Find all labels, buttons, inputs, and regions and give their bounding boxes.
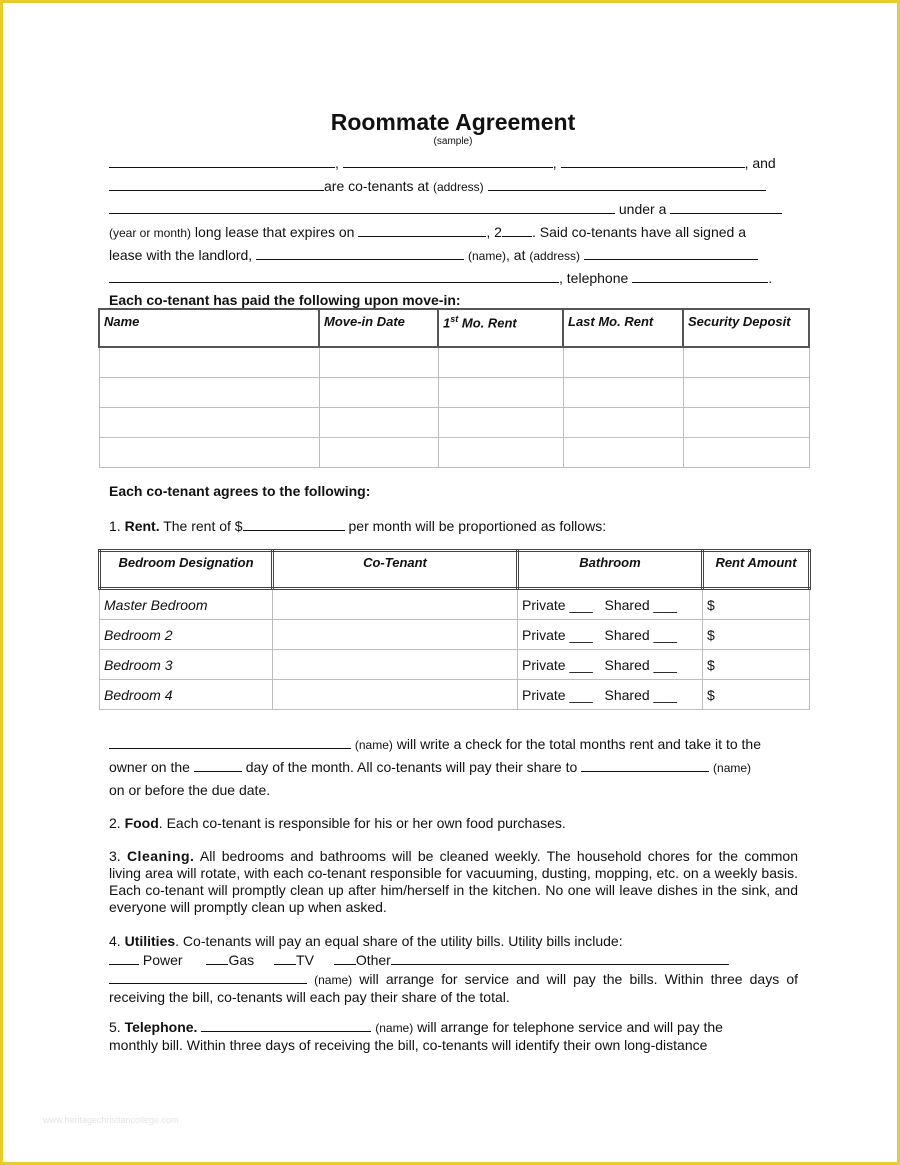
document-subtitle: (sample)	[433, 136, 473, 147]
cotenant-3-blank[interactable]	[561, 153, 745, 168]
telephone-manager-blank[interactable]	[201, 1017, 371, 1032]
expiry-year-blank[interactable]	[502, 222, 532, 237]
intro-line-1: , , , and	[109, 153, 799, 173]
table-row	[99, 347, 809, 378]
cotenant-2-blank[interactable]	[343, 153, 553, 168]
cotenant-4-blank[interactable]	[109, 176, 324, 191]
utilities-manager-blank[interactable]	[109, 969, 307, 984]
check-line-3: on or before the due date.	[109, 782, 271, 798]
col-bathroom: Bathroom	[518, 551, 703, 589]
col-last-month-rent: Last Mo. Rent	[563, 309, 683, 347]
intro-line-4: (year or month) long lease that expires on , 2 . Said co-tenants have all signed a	[109, 224, 746, 240]
other-utility-blank[interactable]	[391, 950, 729, 965]
expiry-date-blank[interactable]	[358, 222, 486, 237]
rent-header-row	[100, 551, 810, 589]
landlord-telephone-blank[interactable]	[632, 268, 768, 283]
cotenant-cell[interactable]	[273, 680, 518, 710]
landlord-address-blank[interactable]	[584, 245, 758, 260]
movein-table	[98, 308, 810, 468]
food-clause: 2. Food. Each co-tenant is responsible for his or her own food purchases.	[109, 815, 566, 831]
utilities-clause: 4. Utilities. Co-tenants will pay an equal share of the utility bills. Utility bills include: Power Gas TV Other (name) will arrange for service and will pay the bills. Within three days of receiving the bill, co-tenants will each pay their share of the total.	[109, 933, 799, 1005]
due-day-blank[interactable]	[194, 757, 242, 772]
col-first-month-rent: 1st Mo. Rent	[438, 309, 563, 347]
landlord-name-blank[interactable]	[256, 245, 464, 260]
table-row: Bedroom 3 Private ___ Shared ___ $	[100, 650, 810, 680]
cotenant-cell[interactable]	[273, 650, 518, 680]
table-row	[99, 408, 809, 438]
intro-line-6: , telephone .	[109, 268, 799, 288]
payee-blank[interactable]	[581, 757, 709, 772]
address-blank[interactable]	[488, 176, 766, 191]
watermark: www.heritagechristiancollege.com	[43, 1115, 179, 1125]
rent-amount-blank[interactable]	[243, 516, 345, 531]
intro-line-2: are co-tenants at (address)	[109, 176, 799, 196]
check-writer-blank[interactable]	[109, 734, 351, 749]
col-movein-date: Move-in Date	[319, 309, 438, 347]
rent-table	[98, 549, 811, 710]
cotenant-cell[interactable]	[273, 589, 518, 620]
agrees-heading: Each co-tenant agrees to the following:	[109, 483, 371, 499]
landlord-address-continued-blank[interactable]	[109, 268, 559, 283]
col-bedroom-designation: Bedroom Designation	[100, 551, 273, 589]
cotenant-cell[interactable]	[273, 620, 518, 650]
col-name: Name	[99, 309, 319, 347]
lease-term-blank[interactable]	[670, 199, 782, 214]
table-row	[99, 438, 809, 468]
check-line-1: (name) will write a check for the total months rent and take it to the	[109, 734, 799, 754]
table-row: Bedroom 2 Private ___ Shared ___ $	[100, 620, 810, 650]
rent-clause: 1. Rent. The rent of $ per month will be proportioned as follows:	[109, 518, 607, 534]
table-row: Bedroom 4 Private ___ Shared ___ $	[100, 680, 810, 710]
intro-line-5: lease with the landlord, (name), at (address)	[109, 245, 799, 265]
col-security-deposit: Security Deposit	[683, 309, 809, 347]
cotenant-1-blank[interactable]	[109, 153, 335, 168]
movein-header-row	[99, 309, 809, 347]
telephone-clause: 5. Telephone. (name) will arrange for telephone service and will pay the monthly bill. Within three days of receiving the bill, co-tenants will identify their own long-distance	[109, 1019, 723, 1053]
table-row	[99, 378, 809, 408]
col-cotenant: Co-Tenant	[273, 551, 518, 589]
address-continued-blank[interactable]	[109, 199, 615, 214]
check-line-2: owner on the day of the month. All co-tenants will pay their share to (name)	[109, 759, 752, 775]
cleaning-clause: 3. Cleaning. All bedrooms and bathrooms will be cleaned weekly. The household chores for the common living area will rotate, with each co-tenant responsible for vacuuming, dusting, mopping, etc. on a weekly basis. Each co-tenant will promptly clean up after him/herself in the kitchen. No one will leave dishes in the sink, and everyone will promptly clean up when asked.	[109, 848, 798, 915]
table-row: Master Bedroom Private ___ Shared ___ $	[100, 589, 810, 620]
col-rent-amount: Rent Amount	[703, 551, 810, 589]
intro-line-3: under a	[109, 199, 799, 219]
document-title: Roommate Agreement	[330, 109, 576, 135]
movein-heading: Each co-tenant has paid the following upon move-in:	[109, 292, 461, 308]
